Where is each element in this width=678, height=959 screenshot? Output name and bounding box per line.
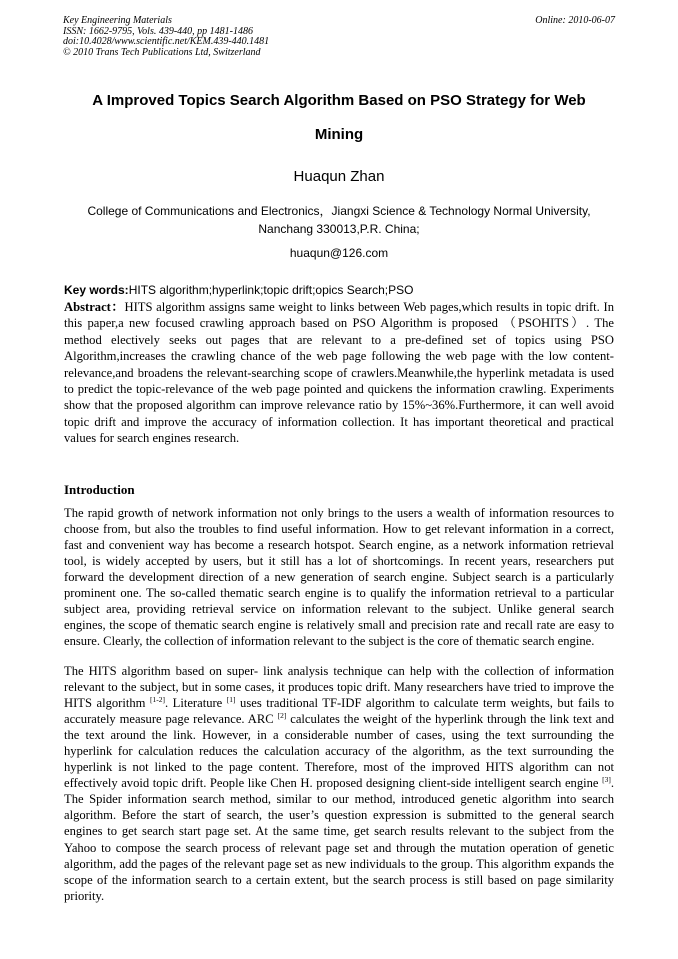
- intro-p2-text-2: . Literature: [164, 696, 227, 711]
- paper-title-line-2: Mining: [314, 126, 364, 143]
- issn-line: ISSN: 1662-9795, Vols. 439-440, pp 1481-1486: [63, 25, 253, 37]
- citation-1-2: [1-2]: [149, 695, 165, 705]
- keywords-text: HITS algorithm;hyperlink;topic drift;opics Search;PSO: [128, 283, 414, 297]
- citation-1: [1]: [226, 695, 236, 705]
- journal-header: [63, 16, 269, 58]
- online-date: Online: 2010-06-07: [535, 15, 615, 26]
- citation-3: [3]: [602, 775, 611, 785]
- author-name: Huaqun Zhan: [293, 168, 385, 185]
- affiliation-line-2: Nanchang 330013,P.R. China;: [258, 222, 420, 236]
- abstract-label: Abstract：: [64, 300, 125, 314]
- intro-p2-text-5: . The Spider information search method, similar to our method, introduced genetic algorithm into search algorithm. Before the start of search, the user’s question expression is submitted to the general search engines to get search start page set. At the same time, get search results relevant to the subject from the Yahoo to compose the search process of relevant page set and through the mutation operation of genetic algorithm, add the pages of the relevant page set as new individuals to the group. This algorithm expands the scope of the information search to a certain extent, but the search process is still based on page similarity priority.: [64, 776, 614, 903]
- doi-line: doi:10.4028/www.scientific.net/KEM.439-440.1481: [63, 36, 270, 47]
- journal-name: Key Engineering Materials: [63, 15, 172, 26]
- citation-2: [2]: [277, 711, 287, 721]
- copyright-line: © 2010 Trans Tech Publications Ltd, Switzerland: [63, 46, 261, 58]
- affiliation-line-1: College of Communications and Electronics，Jiangxi Science & Technology Normal University,: [87, 204, 591, 218]
- abstract: [64, 299, 614, 447]
- intro-p2-text-3: uses traditional TF-IDF algorithm to calculate term weights, but fails to accurately measure page relevance. ARC: [64, 696, 614, 727]
- intro-p2-text-1: The HITS algorithm based on super- link analysis technique can help with the collection of information relevant to the subject, but in some cases, it produces topic drift. Many researchers have tried to improve the HITS algorithm: [64, 664, 614, 711]
- section-heading-introduction: Introduction: [64, 482, 135, 497]
- keywords-label: Key words:: [64, 283, 129, 297]
- intro-p2-text-4: calculates the weight of the hyperlink through the link text and the text around the link. However, in a considerable number of cases, using the text surrounding the hyperlink for calculation reduces the calculation accuracy of the algorithm, as the text surrounding the hyperlink is not linked to the page content. Therefore, most of the improved HITS algorithm can not effectively avoid topic drift. People like Chen H. proposed designing client-side intelligent search engine: [64, 712, 614, 791]
- abstract-text: HITS algorithm assigns same weight to links between Web pages,which results in topic drift. In this paper,a new focused crawling approach based on PSO Algorithm is proposed （PSOHITS）. The method electively seeks out pages that are relevant to a pre-defined set of topics using PSO Algorithm,increases the crawling chance of the web page following the web page with the low content-relevance,and broadens the relevant-searching scope of crawlers.Meanwhile,the hyperlink metadata is used to predict the topic-relevance of the web page pointed and quickens the information crawling. Experiments show that the proposed algorithm can improve relevance ratio by 15%~36%.Furthermore, it can well avoid topic drift and improve the accuracy of information collection. It has important theoretical and practical values for search engines research.: [64, 300, 614, 446]
- intro-paragraph-1: The rapid growth of network information not only brings to the users a wealth of information resources to choose from, but also the troubles to find useful information. How to get relevant information in a correct, fast and convenient way has become a research hotspot. Search engine, as a network information retrieval tool, is widely accepted by users, but it still has a lot of shortcomings. In recent years, researchers put forward the development direction of a new generation of search engine. Subject search is a particularly prominent one. The so-called thematic search engine is to qualify the information retrieval to a particular subject area, providing retrieval service on information relevant to the subject. Unlike general search engines, the scope of thematic search engine is relatively small and precision rate and recall rate are easy to ensure. Clearly, the collection of information relevant to the subject is the core of thematic search engine.: [64, 506, 614, 649]
- author-email: huaqun@126.com: [289, 246, 389, 260]
- paper-title-line-1: A Improved Topics Search Algorithm Based on PSO Strategy for Web: [92, 92, 586, 109]
- keywords: [64, 283, 616, 297]
- intro-paragraph-2: [64, 663, 614, 904]
